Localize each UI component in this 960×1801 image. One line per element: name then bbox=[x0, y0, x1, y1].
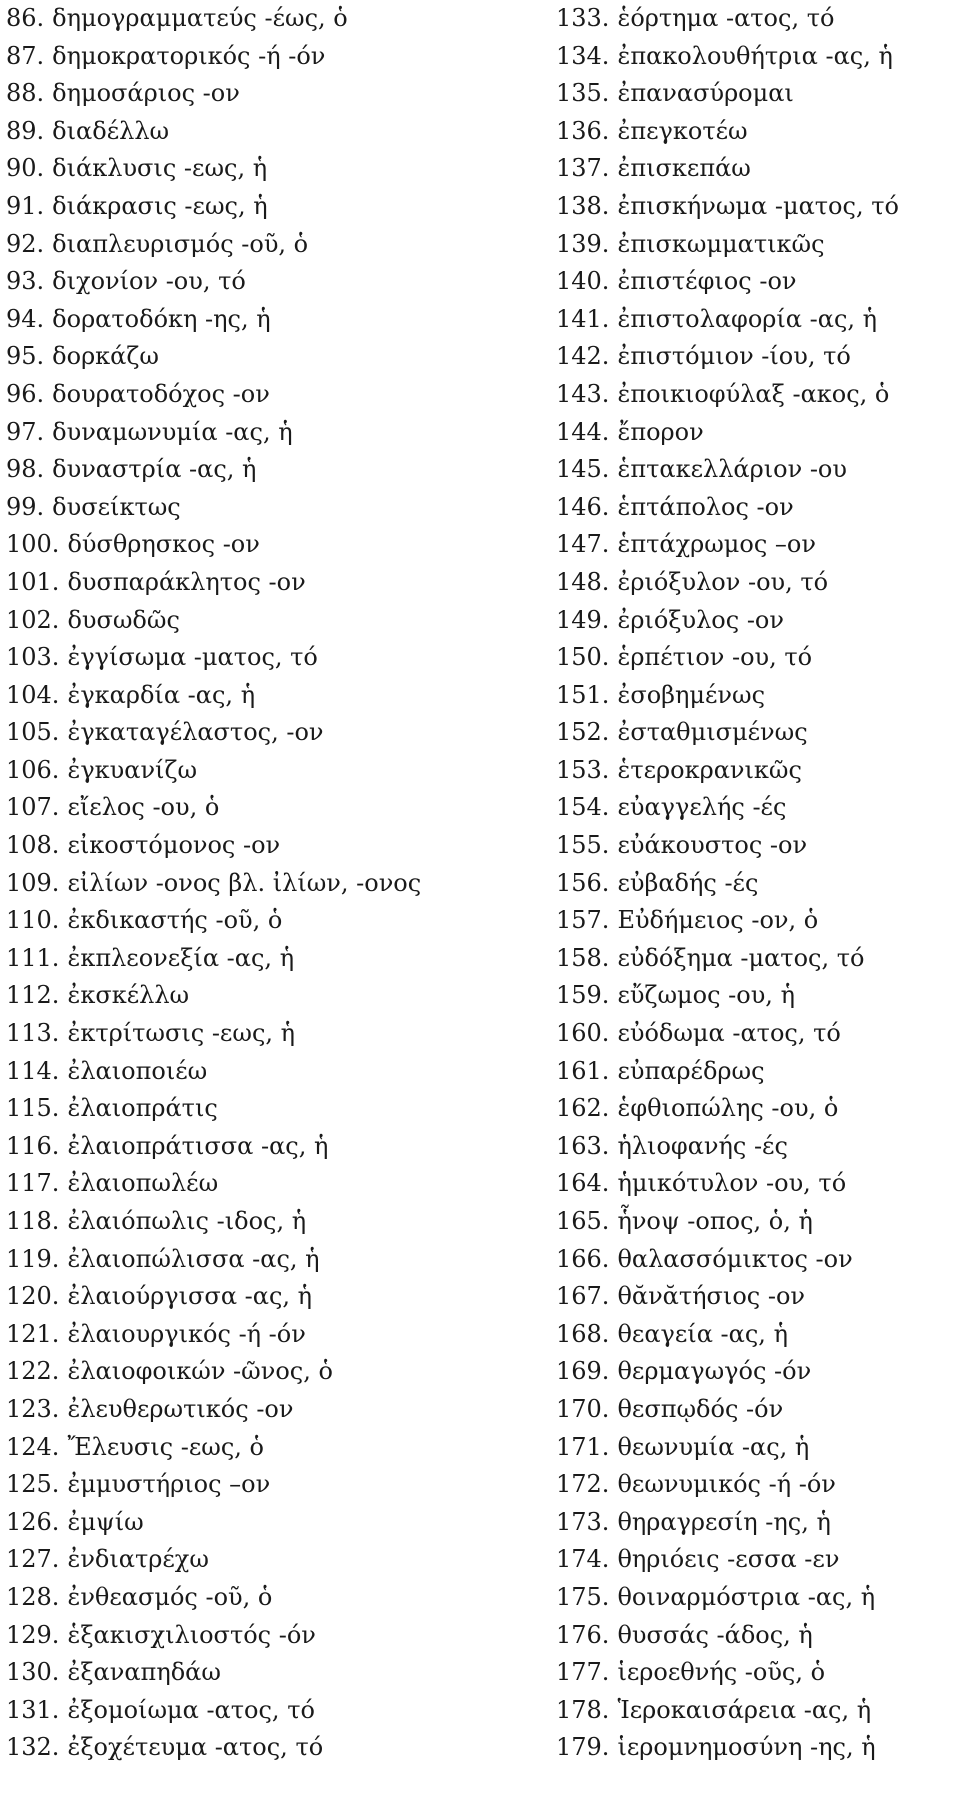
list-item bbox=[6, 489, 546, 527]
entry-number: 105. bbox=[6, 718, 60, 747]
list-item bbox=[6, 376, 546, 414]
list-item bbox=[556, 1316, 956, 1354]
entry-term: ἐγγίσωμα -ματος, τό bbox=[67, 643, 318, 672]
entry-term: θεωνυμία -ας, ἡ bbox=[617, 1432, 810, 1461]
list-item bbox=[556, 38, 956, 76]
entry-term: δυσωδῶς bbox=[67, 605, 180, 634]
list-item bbox=[556, 677, 956, 715]
entry-term: θερμαγωγός -όν bbox=[617, 1357, 812, 1386]
list-item bbox=[556, 226, 956, 264]
list-item bbox=[6, 564, 546, 602]
entry-term: ἐμμυστήριος –ον bbox=[67, 1470, 271, 1499]
list-item bbox=[556, 1090, 956, 1128]
list-item bbox=[556, 1391, 956, 1429]
entry-term: δορκάζω bbox=[52, 342, 159, 371]
entry-number: 116. bbox=[6, 1131, 60, 1160]
entry-term: ἐλαιοπράτις bbox=[67, 1094, 218, 1123]
list-item bbox=[6, 0, 546, 38]
entry-term: θηραγρεσίη -ης, ἡ bbox=[617, 1507, 831, 1536]
entry-term: εὐαγγελής -ές bbox=[617, 793, 787, 822]
entry-term: ἐμψίω bbox=[67, 1507, 144, 1536]
entry-number: 134. bbox=[556, 41, 610, 70]
entry-term: ἐκτρίτωσις -εως, ἡ bbox=[67, 1019, 296, 1048]
list-item bbox=[6, 1504, 546, 1542]
entry-number: 161. bbox=[556, 1056, 610, 1085]
list-item bbox=[556, 602, 956, 640]
entry-number: 140. bbox=[556, 267, 610, 296]
entry-number: 139. bbox=[556, 229, 610, 258]
list-item bbox=[6, 113, 546, 151]
entry-number: 158. bbox=[556, 943, 610, 972]
entry-term: ἔπορον bbox=[617, 417, 704, 446]
entry-number: 109. bbox=[6, 868, 60, 897]
list-item bbox=[556, 489, 956, 527]
entry-term: ἑφθιοπώλης -ου, ὁ bbox=[617, 1094, 839, 1123]
list-item bbox=[556, 977, 956, 1015]
entry-number: 113. bbox=[6, 1019, 60, 1048]
entry-number: 164. bbox=[556, 1169, 610, 1198]
list-item bbox=[6, 1353, 546, 1391]
list-item bbox=[556, 1729, 956, 1767]
list-item bbox=[556, 376, 956, 414]
entry-number: 130. bbox=[6, 1658, 60, 1687]
list-item bbox=[556, 1541, 956, 1579]
entry-term: διάκρασις -εως, ἡ bbox=[52, 191, 268, 220]
entry-term: ἐλαιοπωλέω bbox=[67, 1169, 219, 1198]
list-item bbox=[6, 1241, 546, 1279]
entry-number: 174. bbox=[556, 1545, 610, 1574]
entry-number: 141. bbox=[556, 304, 610, 333]
entry-term: εὔζωμος -ου, ἡ bbox=[617, 981, 795, 1010]
list-item bbox=[6, 1128, 546, 1166]
entry-number: 94. bbox=[6, 304, 45, 333]
entry-number: 114. bbox=[6, 1056, 60, 1085]
list-item bbox=[6, 75, 546, 113]
list-item bbox=[6, 1053, 546, 1091]
entry-term: ἐπεγκοτέω bbox=[617, 116, 748, 145]
entry-term: ἐπιστόμιον -ίου, τό bbox=[617, 342, 851, 371]
list-item bbox=[6, 1541, 546, 1579]
list-item bbox=[556, 1429, 956, 1467]
entry-number: 126. bbox=[6, 1507, 60, 1536]
list-item bbox=[6, 338, 546, 376]
entry-number: 144. bbox=[556, 417, 610, 446]
list-item bbox=[6, 1692, 546, 1730]
entry-term: ἐγκυανίζω bbox=[67, 755, 198, 784]
entry-term: ἐλαιόπωλις -ιδος, ἡ bbox=[67, 1207, 307, 1235]
list-item bbox=[6, 451, 546, 489]
entry-term: Εὐδήμειος -ον, ὁ bbox=[617, 906, 819, 935]
entry-number: 122. bbox=[6, 1357, 60, 1386]
entry-term: διαπλευρισμός -οῦ, ὁ bbox=[52, 229, 309, 258]
entry-term: δημοκρατορικός -ή -όν bbox=[52, 41, 326, 70]
entry-number: 129. bbox=[6, 1620, 60, 1649]
entry-term: ἐπιστέφιος -ον bbox=[617, 267, 797, 296]
list-item bbox=[556, 827, 956, 865]
entry-number: 97. bbox=[6, 417, 45, 446]
entry-term: ἱερομνημοσύνη -ης, ἡ bbox=[617, 1733, 876, 1762]
entry-number: 176. bbox=[556, 1620, 610, 1649]
list-item bbox=[6, 752, 546, 790]
entry-number: 125. bbox=[6, 1470, 60, 1499]
entry-number: 157. bbox=[556, 906, 610, 935]
list-item bbox=[6, 150, 546, 188]
entry-term: ἐκπλεονεξία -ας, ἡ bbox=[67, 943, 295, 972]
list-item bbox=[6, 902, 546, 940]
list-item bbox=[6, 827, 546, 865]
entry-term: δυναμωνυμία -ας, ἡ bbox=[52, 417, 293, 446]
entry-term: δημοσάριος -ον bbox=[52, 79, 240, 108]
entry-number: 136. bbox=[556, 116, 610, 145]
entry-term: εὐάκουστος -ον bbox=[617, 831, 808, 860]
list-item bbox=[556, 1241, 956, 1279]
entry-number: 152. bbox=[556, 718, 610, 747]
entry-number: 146. bbox=[556, 492, 610, 521]
entry-term: ἐσταθμισμένως bbox=[617, 718, 808, 747]
list-item bbox=[556, 113, 956, 151]
entry-term: δορατοδόκη -ης, ἡ bbox=[52, 304, 271, 333]
entry-number: 115. bbox=[6, 1094, 60, 1123]
entry-number: 156. bbox=[556, 868, 610, 897]
entry-term: ἐλαιούργισσα -ας, ἡ bbox=[67, 1282, 313, 1311]
entry-number: 159. bbox=[556, 981, 610, 1010]
entry-term: ἐνδιατρέχω bbox=[67, 1545, 209, 1574]
entry-term: ἐγκαρδία -ας, ἡ bbox=[67, 680, 256, 709]
list-item bbox=[6, 1617, 546, 1655]
list-item bbox=[6, 226, 546, 264]
entry-term: ἐξαναπηδάω bbox=[67, 1658, 221, 1687]
entry-number: 160. bbox=[556, 1019, 610, 1048]
entry-number: 95. bbox=[6, 342, 45, 371]
list-item bbox=[6, 1391, 546, 1429]
list-item bbox=[6, 1654, 546, 1692]
entry-number: 103. bbox=[6, 643, 60, 672]
list-item bbox=[6, 1729, 546, 1767]
list-item bbox=[6, 639, 546, 677]
entry-number: 96. bbox=[6, 379, 45, 408]
entry-number: 98. bbox=[6, 455, 45, 484]
list-item bbox=[6, 714, 546, 752]
entry-number: 91. bbox=[6, 191, 45, 220]
entry-number: 148. bbox=[556, 567, 610, 596]
entry-term: δουρατοδόχος -ον bbox=[52, 379, 270, 408]
entry-term: ἐπακολουθήτρια -ας, ἡ bbox=[617, 41, 893, 70]
list-item bbox=[556, 564, 956, 602]
entry-number: 154. bbox=[556, 793, 610, 822]
entry-number: 169. bbox=[556, 1357, 610, 1386]
entry-number: 137. bbox=[556, 154, 610, 183]
list-item bbox=[6, 1203, 546, 1241]
list-item bbox=[6, 977, 546, 1015]
list-item bbox=[556, 301, 956, 339]
entry-term: διαδέλλω bbox=[52, 116, 170, 145]
list-item bbox=[6, 1316, 546, 1354]
entry-number: 112. bbox=[6, 981, 60, 1010]
entry-term: δημογραμματεύς -έως, ὁ bbox=[52, 4, 348, 32]
entry-term: ἑόρτημα -ατος, τό bbox=[617, 4, 835, 32]
list-item bbox=[6, 940, 546, 978]
list-item bbox=[6, 414, 546, 452]
entry-number: 145. bbox=[556, 455, 610, 484]
entry-term: θεαγεία -ας, ἡ bbox=[617, 1319, 788, 1348]
entry-number: 149. bbox=[556, 605, 610, 634]
list-item bbox=[556, 1053, 956, 1091]
entry-term: ἐποικιοφύλαξ -ακος, ὁ bbox=[617, 379, 890, 408]
entry-term: ἑπτακελλάριον -ου bbox=[617, 455, 847, 484]
entry-number: 153. bbox=[556, 755, 610, 784]
list-item bbox=[556, 338, 956, 376]
entry-number: 90. bbox=[6, 154, 45, 183]
entry-term: θηριόεις -εσσα -εν bbox=[617, 1545, 840, 1574]
entry-number: 163. bbox=[556, 1131, 610, 1160]
entry-term: ἐνθεασμός -οῦ, ὁ bbox=[67, 1582, 273, 1611]
entry-number: 132. bbox=[6, 1733, 60, 1762]
entry-term: δυσείκτως bbox=[52, 492, 181, 521]
entry-term: ἐλαιοπράτισσα -ας, ἡ bbox=[67, 1131, 329, 1160]
entry-number: 135. bbox=[556, 79, 610, 108]
left-column bbox=[6, 0, 546, 1767]
entry-number: 147. bbox=[556, 530, 610, 559]
list-item bbox=[6, 1466, 546, 1504]
list-item bbox=[556, 1504, 956, 1542]
entry-number: 100. bbox=[6, 530, 60, 559]
entry-number: 123. bbox=[6, 1394, 60, 1423]
list-item bbox=[6, 1090, 546, 1128]
entry-term: ἐλαιουργικός -ή -όν bbox=[67, 1319, 306, 1348]
entry-number: 179. bbox=[556, 1733, 610, 1762]
entry-number: 118. bbox=[6, 1207, 60, 1235]
entry-number: 155. bbox=[556, 831, 610, 860]
entry-term: εἴελος -ου, ὁ bbox=[67, 793, 220, 822]
list-item bbox=[556, 714, 956, 752]
entry-term: ἐξομοίωμα -ατος, τό bbox=[67, 1695, 315, 1724]
entry-number: 170. bbox=[556, 1394, 610, 1423]
entry-term: ἐλαιοποιέω bbox=[67, 1056, 208, 1085]
list-item bbox=[556, 526, 956, 564]
list-item bbox=[6, 865, 546, 903]
entry-term: θοιναρμόστρια -ας, ἡ bbox=[617, 1582, 876, 1611]
entry-number: 165. bbox=[556, 1207, 610, 1235]
list-item bbox=[556, 639, 956, 677]
entry-number: 162. bbox=[556, 1094, 610, 1123]
entry-number: 89. bbox=[6, 116, 45, 145]
list-item bbox=[6, 1015, 546, 1053]
entry-number: 172. bbox=[556, 1470, 610, 1499]
list-item bbox=[556, 1015, 956, 1053]
entry-number: 102. bbox=[6, 605, 60, 634]
entry-term: δυναστρία -ας, ἡ bbox=[52, 455, 257, 484]
entry-number: 168. bbox=[556, 1319, 610, 1348]
entry-term: ἐπιστολαφορία -ας, ἡ bbox=[617, 304, 878, 333]
entry-term: ἐκσκέλλω bbox=[67, 981, 190, 1010]
entry-term: ἡλιοφανής -ές bbox=[617, 1131, 788, 1160]
entry-term: ἑξακισχιλιοστός -όν bbox=[67, 1620, 316, 1649]
list-item bbox=[556, 1353, 956, 1391]
entry-term: Ἔλευσις -εως, ὁ bbox=[67, 1432, 264, 1461]
list-item bbox=[6, 789, 546, 827]
entry-term: ἐπισκεπάω bbox=[617, 154, 751, 183]
entry-number: 117. bbox=[6, 1169, 60, 1198]
entry-number: 119. bbox=[6, 1244, 60, 1273]
entry-term: ἐριόξυλος -ον bbox=[617, 605, 784, 634]
entry-number: 121. bbox=[6, 1319, 60, 1348]
entry-number: 143. bbox=[556, 379, 610, 408]
list-item bbox=[556, 1466, 956, 1504]
entry-number: 92. bbox=[6, 229, 45, 258]
entry-term: ἐλαιοπώλισσα -ας, ἡ bbox=[67, 1244, 320, 1273]
entry-term: ἧνοψ -οπος, ὁ, ἡ bbox=[617, 1207, 813, 1235]
list-item bbox=[556, 75, 956, 113]
entry-number: 177. bbox=[556, 1658, 610, 1687]
entry-number: 106. bbox=[6, 755, 60, 784]
entry-number: 178. bbox=[556, 1695, 610, 1724]
entry-number: 150. bbox=[556, 643, 610, 672]
entry-number: 99. bbox=[6, 492, 45, 521]
entry-number: 142. bbox=[556, 342, 610, 371]
list-item bbox=[556, 263, 956, 301]
entry-term: ἐκδικαστής -οῦ, ὁ bbox=[67, 906, 283, 935]
list-item bbox=[556, 789, 956, 827]
entry-number: 111. bbox=[6, 943, 60, 972]
list-item bbox=[6, 677, 546, 715]
list-item bbox=[556, 150, 956, 188]
entry-number: 120. bbox=[6, 1282, 60, 1311]
entry-number: 86. bbox=[6, 4, 45, 32]
entry-number: 173. bbox=[556, 1507, 610, 1536]
entry-number: 138. bbox=[556, 191, 610, 220]
entry-number: 88. bbox=[6, 79, 45, 108]
entry-term: θαλασσόμικτος -ον bbox=[617, 1244, 853, 1273]
list-item bbox=[556, 1165, 956, 1203]
entry-term: ἱεροεθνής -οῦς, ὁ bbox=[617, 1658, 826, 1687]
right-column bbox=[556, 0, 956, 1767]
entry-term: θυσσάς -άδος, ἡ bbox=[617, 1620, 813, 1649]
entry-term: εὐόδωμα -ατος, τό bbox=[617, 1019, 841, 1048]
entry-number: 167. bbox=[556, 1282, 610, 1311]
list-item bbox=[556, 1203, 956, 1241]
list-item bbox=[6, 301, 546, 339]
entry-term: ἐριόξυλον -ου, τό bbox=[617, 567, 829, 596]
list-item bbox=[556, 1654, 956, 1692]
list-item bbox=[6, 602, 546, 640]
list-item bbox=[556, 1128, 956, 1166]
entry-number: 101. bbox=[6, 567, 60, 596]
entry-number: 171. bbox=[556, 1432, 610, 1461]
list-item bbox=[556, 188, 956, 226]
entry-number: 151. bbox=[556, 680, 610, 709]
entry-number: 124. bbox=[6, 1432, 60, 1461]
entry-term: ἐπισκήνωμα -ματος, τό bbox=[617, 191, 899, 220]
entry-term: ἐλαιοφοικών -ῶνος, ὁ bbox=[67, 1357, 333, 1386]
list-item bbox=[556, 865, 956, 903]
entry-number: 104. bbox=[6, 680, 60, 709]
list-item bbox=[556, 451, 956, 489]
entry-number: 110. bbox=[6, 906, 60, 935]
list-item bbox=[556, 940, 956, 978]
entry-term: εὐπαρέδρως bbox=[617, 1056, 765, 1085]
list-item bbox=[6, 263, 546, 301]
entry-term: ἑτεροκρανικῶς bbox=[617, 755, 802, 784]
entry-number: 175. bbox=[556, 1582, 610, 1611]
list-item bbox=[556, 902, 956, 940]
entry-number: 108. bbox=[6, 831, 60, 860]
list-item bbox=[556, 752, 956, 790]
entry-term: ἐπανασύρομαι bbox=[617, 79, 794, 108]
entry-term: ἐλευθερωτικός -ον bbox=[67, 1394, 294, 1423]
entry-term: ἑρπέτιον -ου, τό bbox=[617, 643, 813, 672]
entry-number: 166. bbox=[556, 1244, 610, 1273]
entry-term: δύσθρησκος -ον bbox=[67, 530, 260, 559]
entry-term: θεσπῳδός -όν bbox=[617, 1394, 784, 1423]
entry-term: δυσπαράκλητος -ον bbox=[67, 567, 306, 596]
entry-term: Ἱεροκαισάρεια -ας, ἡ bbox=[617, 1695, 872, 1724]
list-item bbox=[6, 1429, 546, 1467]
entry-term: εὐδόξημα -ματος, τό bbox=[617, 943, 865, 972]
list-item bbox=[556, 1579, 956, 1617]
entry-term: διχονίον -ου, τό bbox=[52, 267, 246, 296]
entry-number: 127. bbox=[6, 1545, 60, 1574]
entry-term: διάκλυσις -εως, ἡ bbox=[52, 154, 268, 183]
entry-term: εἰκοστόμονος -ον bbox=[67, 831, 281, 860]
entry-term: θεωνυμικός -ή -όν bbox=[617, 1470, 836, 1499]
list-item bbox=[6, 1278, 546, 1316]
entry-term: ἑπτάπολος -ον bbox=[617, 492, 794, 521]
entry-term: εὐβαδής -ές bbox=[617, 868, 759, 897]
list-item bbox=[556, 1692, 956, 1730]
entry-term: ἡμικότυλον -ου, τό bbox=[617, 1169, 847, 1198]
list-item bbox=[6, 526, 546, 564]
entry-number: 93. bbox=[6, 267, 45, 296]
list-item bbox=[6, 1165, 546, 1203]
list-item bbox=[556, 414, 956, 452]
entry-term: ἑπτάχρωμος –ον bbox=[617, 530, 816, 559]
entry-term: εἰλίων -ονος βλ. ἰλίων, -ονος bbox=[67, 868, 422, 897]
list-item bbox=[556, 1617, 956, 1655]
entry-number: 133. bbox=[556, 4, 610, 32]
list-item bbox=[6, 188, 546, 226]
entry-term: θᾰνᾰτήσιος -ον bbox=[617, 1282, 806, 1311]
list-item bbox=[6, 38, 546, 76]
list-item bbox=[556, 1278, 956, 1316]
entry-number: 131. bbox=[6, 1695, 60, 1724]
entry-term: ἐγκαταγέλαστος, -ον bbox=[67, 718, 324, 747]
entry-term: ἐπισκωμματικῶς bbox=[617, 229, 825, 258]
entry-number: 128. bbox=[6, 1582, 60, 1611]
entry-term: ἐξοχέτευμα -ατος, τό bbox=[67, 1733, 324, 1762]
entry-number: 87. bbox=[6, 41, 45, 70]
list-item bbox=[556, 0, 956, 38]
list-item bbox=[6, 1579, 546, 1617]
entry-term: ἐσοβημένως bbox=[617, 680, 766, 709]
entry-number: 107. bbox=[6, 793, 60, 822]
